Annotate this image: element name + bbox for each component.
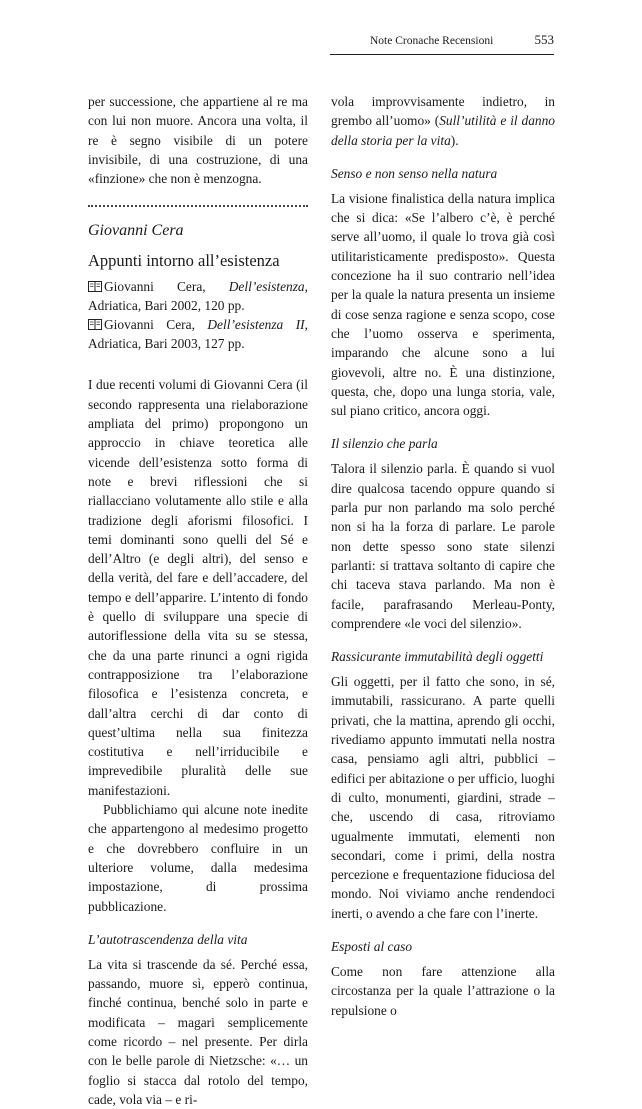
continued-paragraph: vola improvvisamente indietro, in grembo all’uomo» (Sull’utilità e il danno della storia per la vita). bbox=[331, 94, 555, 148]
page-number: 553 bbox=[534, 32, 554, 47]
section-heading-autotrascendenza: L’autotrascendenza della vita bbox=[88, 931, 248, 947]
bib-entry-2: Giovanni Cera, Dell’esistenza II, Adriatica, Bari 2003, 127 pp. bbox=[88, 317, 308, 352]
body-paragraph-2: Pubblichiamo qui alcune note inedite che appartengono al medesimo progetto e che dovrebbero confluire in un ulteriore volume, dalla medesima impostazione, di prossima pubblicazione. bbox=[88, 802, 308, 914]
section-heading-caso: Esposti al caso bbox=[331, 938, 413, 954]
open-book-icon bbox=[88, 319, 102, 330]
left-column bbox=[88, 92, 308, 1109]
right-column bbox=[331, 92, 555, 1020]
section-heading-oggetti: Rassicurante immutabilità degli oggetti bbox=[331, 649, 544, 665]
section-text-oggetti: Gli oggetti, per il fatto che sono, in sé, immutabili, rassicurano. A parte quelli privati, che la mattina, aprendo gli occhi, rivediamo appunto immutati nella nostra casa, pensiamo agli altri, pubblici – edifici per abitazione o per ufficio, luoghi di culto, monumenti, giardini, strade – che, uscendo di casa, ritroviamo ugualmente immutati, elementi non secondari, come i primi, della nostra percezione e frequentazione fiduciosa del mondo. Noi viviamo anche rendendoci inerti, o avendo a che fare con l’inerte. bbox=[331, 674, 555, 921]
author-name: Giovanni Cera bbox=[88, 222, 184, 240]
section-text-caso: Come non fare attenzione alla circostanza per la quale l’attrazione o la repulsione o bbox=[331, 963, 555, 1018]
section-text-autotrascendenza: La vita si trascende da sé. Perché essa, passando, muore sì, epperò continua, finché continua, benché solo in parte e modificata – magari semplicemente come ricordo – nel presente. Per dirla con le belle parole di Nietzsche: «… un foglio si stacca dal rotolo del tempo, cade, vola via – e ri- bbox=[88, 956, 308, 1107]
open-book-icon bbox=[88, 281, 102, 292]
page-header bbox=[88, 32, 554, 52]
intro-paragraph: per successione, che appartiene al re ma con lui non muore. Ancora una volta, il re è segno visibile di un potere invisibile, di una costruzione, di una «finzione» che non è menzogna. bbox=[88, 94, 308, 187]
section-heading-senso: Senso e non senso nella natura bbox=[331, 165, 498, 181]
dotted-separator bbox=[88, 205, 308, 207]
header-rule bbox=[330, 54, 554, 55]
article-title: Appunti intorno all’esistenza bbox=[88, 251, 280, 271]
section-text-silenzio: Talora il silenzio parla. È quando si vuol dire qualcosa tacendo oppure quando si parla pur non parlando ma solo perché non si ha la forza di parlare. Le parole non dette spesso sono state silenzi parlanti: si trattava soltanto di capire che chi taceva stava parlando. Ma non è facile, parafrasando Merleau-Ponty, comprendere «le voci del silenzio». bbox=[331, 461, 555, 631]
body-paragraph-1: I due recenti volumi di Giovanni Cera (il secondo rappresenta una rielaborazione ampliata del primo) propongono un approccio in chiave teoretica alle vicende dell’esistenza sotto forma di note e brevi riflessioni che si riallacciano volutamente allo stile e alla tradizione degli aforismi filosofici. I temi dominanti sono quelli del Sé e dell’Altro (e degli altri), del senso e della verità, del fare e dell’accadere, del tempo e dell’apparire. L’intento di fondo è quello di sviluppare una specie di autoriflessione della vita su se stessa, che da una parte rinunci a ogni rigida contrapposizione tra l’elaborazione filosofica e l’esistenza concreta, e dall’altra cerchi di dar conto di quest’ultima nella sua finitezza costitutiva e nell’irriducibile e imprevedibile pluralità delle sue manifestazioni. bbox=[88, 377, 308, 798]
section-heading-silenzio: Il silenzio che parla bbox=[331, 436, 438, 452]
section-text-senso: La visione finalistica della natura implica che si dica: «Se l’albero c’è, è perché serve all’uomo, il quale lo trova già così utilitaristicamente predisposto». Questa concezione ha il suo contrario nell’idea per la quale la natura presenta un insieme di cose senza ragione e senza scopo, cose che l’uomo osserva e sperimenta, imparando che alcune sono a lui giovevoli, altre no. È una distinzione, questa, che, dopo una lunga storia, vale, sul piano critico, ancora oggi. bbox=[331, 190, 555, 419]
bib-entry-1: Giovanni Cera, Dell’esistenza, Adriatica, Bari 2002, 120 pp. bbox=[88, 279, 308, 314]
running-title: Note Cronache Recensioni bbox=[370, 35, 494, 47]
